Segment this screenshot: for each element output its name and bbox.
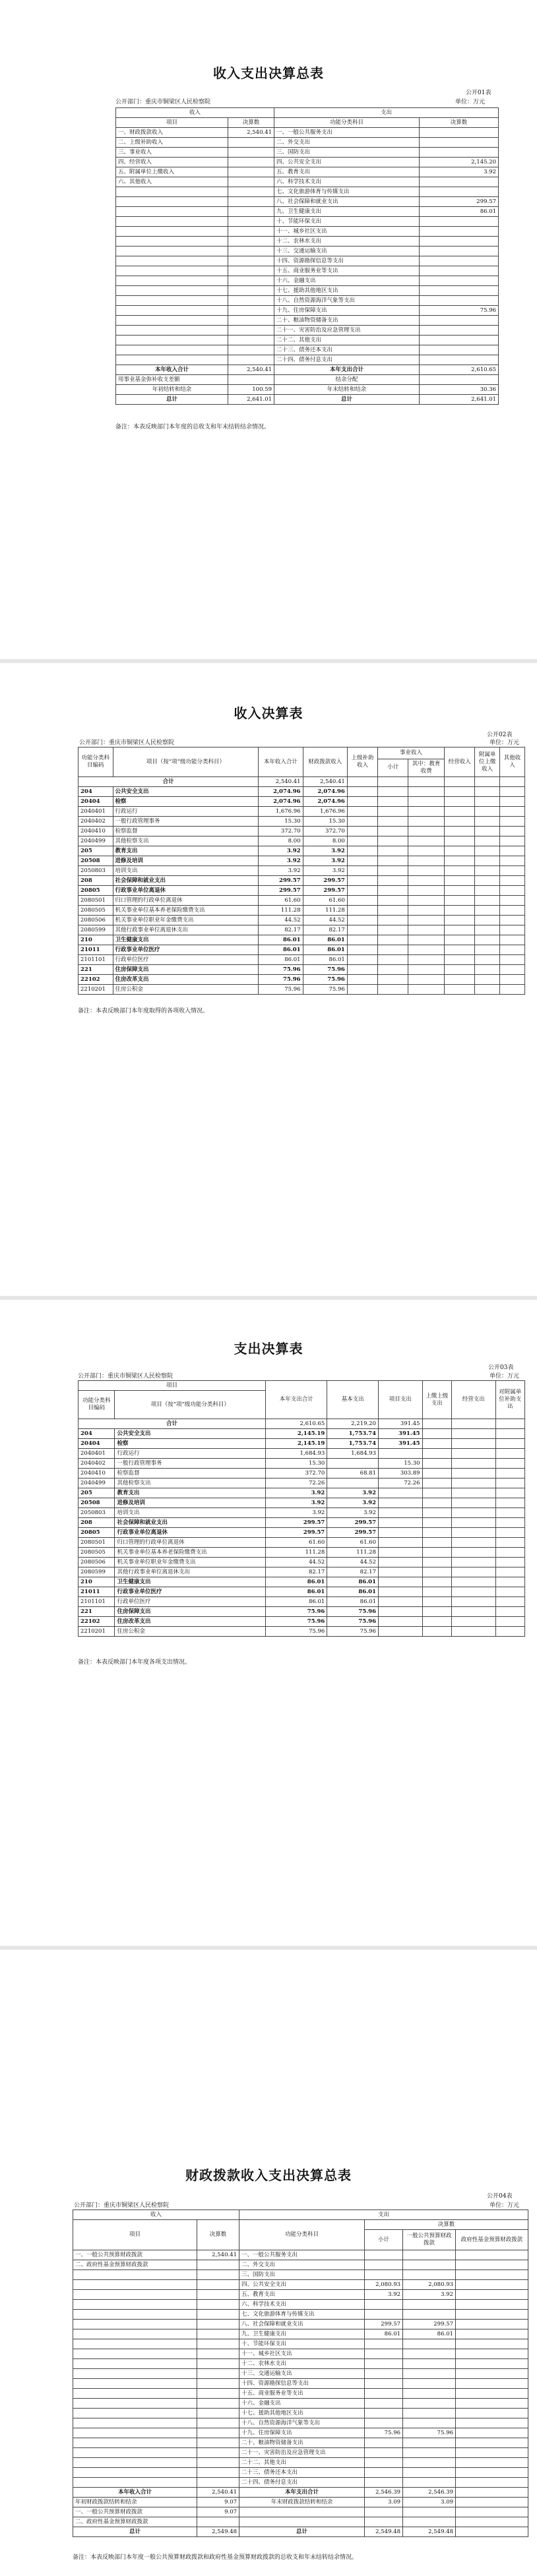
table-1-unit-name: 公开部门：重庆市铜梁区人民检察院 <box>115 99 211 105</box>
table-row: 年初结转和结余 100.59 年末结转和结余 30.36 <box>116 385 499 395</box>
table-row: 2080505 机关事业单位基本养老保险缴费支出 111.28 111.28 <box>79 1548 525 1558</box>
table-row: 208 社会保障和就业支出 299.57 299.57 <box>79 876 525 886</box>
table-row: 二、政府性基金预算财政拨款 <box>73 2517 528 2527</box>
table-row: 十六、金融支出 <box>73 2399 528 2409</box>
table-row: 208 社会保障和就业支出 299.57 299.57 <box>79 1518 525 1528</box>
table-row: 2080501 归口管理的行政单位离退休 61.60 61.60 <box>79 896 525 906</box>
table-row: 十五、商业服务业等支出 <box>73 2389 528 2399</box>
table-1-form-no: 公开01表 <box>466 90 491 96</box>
table-row: 2080599 其他行政事业单位离退休支出 82.17 82.17 <box>79 1567 525 1577</box>
table-row: 用事业基金弥补收支差额 结余分配 <box>116 375 499 385</box>
table-row: 2040499 其他检察支出 8.00 8.00 <box>79 836 525 846</box>
table-row: 21011 行政事业单位医疗 86.01 86.01 <box>79 945 525 955</box>
table-row: 二十二、其他支出 <box>116 336 499 345</box>
table-row: 221 住房保障支出 75.96 75.96 <box>79 1607 525 1617</box>
table-3-title: 支出决算表 <box>234 1341 303 1357</box>
table-row: 十四、资源勘探信息等支出 <box>116 256 499 266</box>
table-row: 十三、交通运输支出 <box>73 2369 528 2379</box>
table-row: 本年收入合计 2,540.41 本年支出合计 2,546.39 2,546.39 <box>73 2488 528 2498</box>
table-row: 九、卫生健康支出 86.01 <box>116 207 499 217</box>
col-item: 项目 <box>116 118 228 128</box>
table-row: 九、卫生健康支出 86.01 86.01 <box>73 2329 528 2339</box>
table-row: 20508 进修及培训 3.92 3.92 <box>79 856 525 866</box>
table-row: 十九、住房保障支出 75.96 <box>116 306 499 316</box>
table-row: 八、社会保障和就业支出 299.57 299.57 <box>73 2320 528 2329</box>
table-row: 合计 2,540.41 2,540.41 <box>79 777 525 787</box>
table-row: 二十、粮油物资储备支出 <box>116 316 499 326</box>
table-row: 二十三、债务还本支出 <box>116 345 499 355</box>
table-row: 十七、援助其他地区支出 <box>116 286 499 296</box>
table-3-form-no: 公开03表 <box>488 1364 514 1371</box>
table-4-note: 备注：本表反映部门本年度一般公共预算财政拨款和政府性基金预算财政拨款的总收支和年末结转结余情况。 <box>73 2554 358 2561</box>
table-3-page <box>0 1300 537 1946</box>
table-row: 204 公共安全支出 2,145.19 1,753.74 391.45 <box>79 1429 525 1439</box>
table-2-title: 收入决算表 <box>234 705 303 721</box>
table-row: 十九、住房保障支出 75.96 75.96 <box>73 2428 528 2438</box>
table-row: 十七、援助其他地区支出 <box>73 2409 528 2418</box>
table-2-unit-name: 公开部门：重庆市铜梁区人民检察院 <box>79 740 175 746</box>
table-row: 2210201 住房公积金 75.96 75.96 <box>79 985 525 995</box>
table-row: 一、一般公共预算财政拨款 2,540.41 一、一般公共服务支出 <box>73 2250 528 2260</box>
table-row: 2210201 住房公积金 75.96 75.96 <box>79 1627 525 1637</box>
table-row: 六、科学技术支出 <box>73 2300 528 2310</box>
table-row: 十二、农林水支出 <box>73 2359 528 2369</box>
table-3-unit-name: 公开部门：重庆市铜梁区人民检察院 <box>78 1373 174 1380</box>
table-row: 2040410 检察监督 372.70 68.81 303.89 <box>79 1469 525 1478</box>
table-row: 210 卫生健康支出 86.01 86.01 <box>79 935 525 945</box>
table-row: 2040410 检察监督 372.70 372.70 <box>79 827 525 836</box>
table-row: 2101101 行政单位医疗 86.01 86.01 <box>79 1597 525 1607</box>
table-row: 十、节能环保支出 <box>73 2339 528 2349</box>
table-2-form-no: 公开02表 <box>487 732 513 738</box>
table-row: 20404 检察 2,074.96 2,074.96 <box>79 797 525 807</box>
table-4-unit-name: 公开部门：重庆市铜梁区人民检察院 <box>74 2202 170 2209</box>
table-row: 2101101 行政单位医疗 86.01 86.01 <box>79 955 525 965</box>
table-row: 2040499 其他检察支出 72.26 72.26 <box>79 1478 525 1488</box>
table-row: 2040401 行政运行 1,676.96 1,676.96 <box>79 807 525 817</box>
table-row: 22102 住房改革支出 75.96 75.96 <box>79 975 525 985</box>
table-4: 收入 支出 项目 决算数 功能分类科目 决算数 小计 一般公共预算财政拨款 政府性基金预算财政拨款 一、一般公共预算财政拨款 2,540.41 一、一般公共服务支出 二、政府性基金预算财政拨款 二、外交支出 三、国防支出 四、公共安全支出 2,080.93 2,080.93 五、教育支出 3.92 3.92 六、科学技术支出 七、文化旅游体育与传媒支出 八、社会保障和就业支出 299.57 299.57 九、卫生健康支出 86.01 86.01 十、节能环保支出 十一、城乡社区支出 十二、农林水支出 十三、交通运输支出 十四、资源勘探信息等支出 十五、商业服务业等支出 十六、金融支出 十七、援助其他地区支出 十八、自然资源海洋气象等支出 十九、住房保障支出 75.96 75.96 二十、粮油物资储备支出 二十一、灾害防治及应急管理支出 二十二、其他支出 二十三、债务还本支出 二十四、债务付息支出 本年收入合计 2,540.41 本年支出合计 2,546.39 2,546.39 年初财政拨款结转和结余 9.07 年末财政拨款结转和结余 3.09 3.09 一、一般公共预算财政拨款 9.07 二、政府性基金预算财政拨款 总计 2,549.48 总计 2,549.48 2,549.48 <box>73 2210 528 2537</box>
table-row: 四、经营收入 四、公共安全支出 2,145.20 <box>116 158 499 167</box>
table-row: 二十一、灾害防治及应急管理支出 <box>73 2448 528 2458</box>
table-row: 十四、资源勘探信息等支出 <box>73 2379 528 2389</box>
table-1-note: 备注：本表反映部门本年度的总收支和年末结转结余情况。 <box>115 424 270 430</box>
table-row: 本年收入合计 2,540.41 本年支出合计 2,610.65 <box>116 365 499 375</box>
table-row: 十八、自然资源海洋气象等支出 <box>73 2418 528 2428</box>
table-row: 二十三、债务还本支出 <box>73 2468 528 2478</box>
table-row: 十八、自然资源海洋气象等支出 <box>116 296 499 306</box>
table-1-unit: 单位：万元 <box>455 99 486 105</box>
table-row: 五、附属单位上缴收入 五、教育支出 3.92 <box>116 167 499 177</box>
table-row: 2050803 培训支出 3.92 3.92 <box>79 1508 525 1518</box>
table-row: 2040401 行政运行 1,684.93 1,684.93 <box>79 1449 525 1459</box>
table-3-note: 备注：本表反映部门本年度各项支出情况。 <box>78 1659 191 1666</box>
table-row: 2040402 一般行政管理事务 15.30 15.30 <box>79 1459 525 1469</box>
table-1-title: 收入支出决算总表 <box>213 65 324 81</box>
table-2-unit: 单位：万元 <box>490 740 520 746</box>
table-row: 二十四、债务付息支出 <box>73 2478 528 2488</box>
table-1 <box>115 107 499 405</box>
table-row: 十二、农林水支出 <box>116 237 499 247</box>
table-row: 2080506 机关事业单位职业年金缴费支出 44.52 44.52 <box>79 1558 525 1567</box>
table-row: 二十、粮油物资储备支出 <box>73 2438 528 2448</box>
table-row: 2080599 其他行政事业单位离退休支出 82.17 82.17 <box>79 925 525 935</box>
table-row: 2040402 一般行政管理事务 15.30 15.30 <box>79 817 525 827</box>
table-row: 一、财政拨款收入 2,540.41 一、一般公共服务支出 <box>116 128 499 138</box>
table-row: 六、其他收入 六、科学技术支出 <box>116 177 499 187</box>
table-row: 四、公共安全支出 2,080.93 2,080.93 <box>73 2280 528 2290</box>
expense-header: 支出 <box>274 108 499 118</box>
table-row: 十三、交通运输支出 <box>116 247 499 256</box>
income-header: 收入 <box>116 108 274 118</box>
table-3-unit: 单位：万元 <box>490 1373 520 1380</box>
table-2-page <box>0 663 537 1296</box>
table-2: 功能分类科目编码 项目（按“项”级功能分类科目） 本年收入合计 财政拨款收入 上级补助收入 事业收入 经营收入 附属单位上缴收入 其他收入 小计 其中：教育收费 合计 2,540.41 2,540.41 204 公共安全支出 2,074.96 2,074.96 20404 检察 2,074.96 2,074.96 2040401 行政运行 1,676.96 1,676.96 2040402 一般行政管理事务 15.30 15.30 2040410 检察监督 372.70 372.70 2040499 其他检察支出 8.00 8.00 205 教育支出 3.92 3.92 20508 进修及培训 3.92 3.92 2050803 培训支出 3.92 3.92 208 社会保障和就业支出 299.57 299.57 20805 行政事业单位离退休 299.57 299.57 2080501 归口管理的行政单位离退休 61.60 61.60 2080505 机关事业单位基本养老保险缴费支出 111.28 111.28 2080506 机关事业单位职业年金缴费支出 44.52 44.52 2080599 其他行政事业单位离退休支出 82.17 82.17 210 卫生健康支出 86.01 86.01 21011 行政事业单位医疗 86.01 86.01 2101101 行政单位医疗 86.01 86.01 221 住房保障支出 75.96 75.96 22102 住房改革支出 75.96 75.96 2210201 住房公积金 75.96 75.96 <box>78 747 525 995</box>
table-row: 2080505 机关事业单位基本养老保险缴费支出 111.28 111.28 <box>79 906 525 916</box>
table-row: 三、国防支出 <box>73 2270 528 2280</box>
table-row: 204 公共安全支出 2,074.96 2,074.96 <box>79 787 525 797</box>
table-row: 20805 行政事业单位离退休 299.57 299.57 <box>79 1528 525 1538</box>
table-row: 十五、商业服务业等支出 <box>116 266 499 276</box>
table-row: 二、政府性基金预算财政拨款 二、外交支出 <box>73 2260 528 2270</box>
table-row: 五、教育支出 3.92 3.92 <box>73 2290 528 2300</box>
table-row: 七、文化旅游体育与传媒支出 <box>116 187 499 197</box>
table-3: 项目 本年支出合计 基本支出 项目支出 上缴上级支出 经营支出 对附属单位补助支出 功能分类科目编码 项目（按“项”级功能分类科目） 合计 2,610.65 2,219.20 391.45 204 公共安全支出 2,145.19 1,753.74 391.45 20404 检察 2,145.19 1,753.74 391.45 2040401 行政运行 1,684.93 1,684.93 2040402 一般行政管理事务 15.30 15.30 2040410 检察监督 372.70 68.81 303.89 2040499 其他检察支出 72.26 72.26 205 教育支出 3.92 3.92 20508 进修及培训 3.92 3.92 2050803 培训支出 3.92 3.92 208 社会保障和就业支出 299.57 299.57 20805 行政事业单位离退休 299.57 299.57 2080501 归口管理的行政单位离退休 61.60 61.60 2080505 机关事业单位基本养老保险缴费支出 111.28 111.28 2080506 机关事业单位职业年金缴费支出 44.52 44.52 2080599 其他行政事业单位离退休支出 82.17 82.17 210 卫生健康支出 86.01 86.01 21011 行政事业单位医疗 86.01 86.01 2101101 行政单位医疗 86.01 86.01 221 住房保障支出 75.96 75.96 22102 住房改革支出 75.96 75.96 2210201 住房公积金 75.96 75.96 <box>78 1380 525 1637</box>
table-4-unit: 单位：万元 <box>490 2202 520 2209</box>
table-3-body <box>79 1429 525 1637</box>
table-row: 二十一、灾害防治及应急管理支出 <box>116 326 499 336</box>
table-row: 八、社会保障和就业支出 299.57 <box>116 197 499 207</box>
table-row: 十一、城乡社区支出 <box>116 227 499 237</box>
table-row: 三、事业收入 三、国防支出 <box>116 148 499 158</box>
table-row: 总计 2,641.01 总计 2,641.01 <box>116 395 499 405</box>
table-row: 二、上级补助收入 二、外交支出 <box>116 138 499 148</box>
table-4-form-no: 公开04表 <box>487 2193 513 2200</box>
table-row: 221 住房保障支出 75.96 75.96 <box>79 965 525 975</box>
table-4-body <box>73 2250 528 2488</box>
table-4-page <box>0 1950 537 2576</box>
table-row: 20508 进修及培训 3.92 3.92 <box>79 1498 525 1508</box>
table-2-note: 备注：本表反映部门本年度取得的各项收入情况。 <box>78 1008 209 1014</box>
table-row: 十、节能环保支出 <box>116 217 499 227</box>
table-1-page <box>0 0 537 636</box>
table-row: 一、一般公共预算财政拨款 9.07 <box>73 2507 528 2517</box>
table-row: 22102 住房改革支出 75.96 75.96 <box>79 1617 525 1627</box>
table-row: 2050803 培训支出 3.92 3.92 <box>79 866 525 876</box>
table-row: 2080506 机关事业单位职业年金缴费支出 44.52 44.52 <box>79 916 525 925</box>
table-row: 总计 2,549.48 总计 2,549.48 2,549.48 <box>73 2527 528 2537</box>
table-row: 七、文化旅游体育与传媒支出 <box>73 2310 528 2320</box>
table-row: 210 卫生健康支出 86.01 86.01 <box>79 1577 525 1587</box>
table-row: 205 教育支出 3.92 3.92 <box>79 846 525 856</box>
col-amount: 决算数 <box>420 118 499 128</box>
table-4-title: 财政拨款收入支出决算总表 <box>185 2167 352 2183</box>
table-row: 2080501 归口管理的行政单位离退休 61.60 61.60 <box>79 1538 525 1548</box>
table-row: 二十四、债务付息支出 <box>116 355 499 365</box>
table-row: 十一、城乡社区支出 <box>73 2349 528 2359</box>
table-row: 20805 行政事业单位离退休 299.57 299.57 <box>79 886 525 896</box>
col-func: 功能分类科目 <box>274 118 420 128</box>
table-row: 十六、金融支出 <box>116 276 499 286</box>
table-row: 二十二、其他支出 <box>73 2458 528 2468</box>
table-row: 21011 行政事业单位医疗 86.01 86.01 <box>79 1587 525 1597</box>
table-row: 合计 2,610.65 2,219.20 391.45 <box>79 1419 525 1429</box>
table-row: 205 教育支出 3.92 3.92 <box>79 1488 525 1498</box>
table-row: 年初财政拨款结转和结余 9.07 年末财政拨款结转和结余 3.09 3.09 <box>73 2498 528 2507</box>
table-2-body <box>79 787 525 995</box>
col-amount: 决算数 <box>228 118 274 128</box>
table-row: 20404 检察 2,145.19 1,753.74 391.45 <box>79 1439 525 1449</box>
table-1-body <box>116 128 499 365</box>
